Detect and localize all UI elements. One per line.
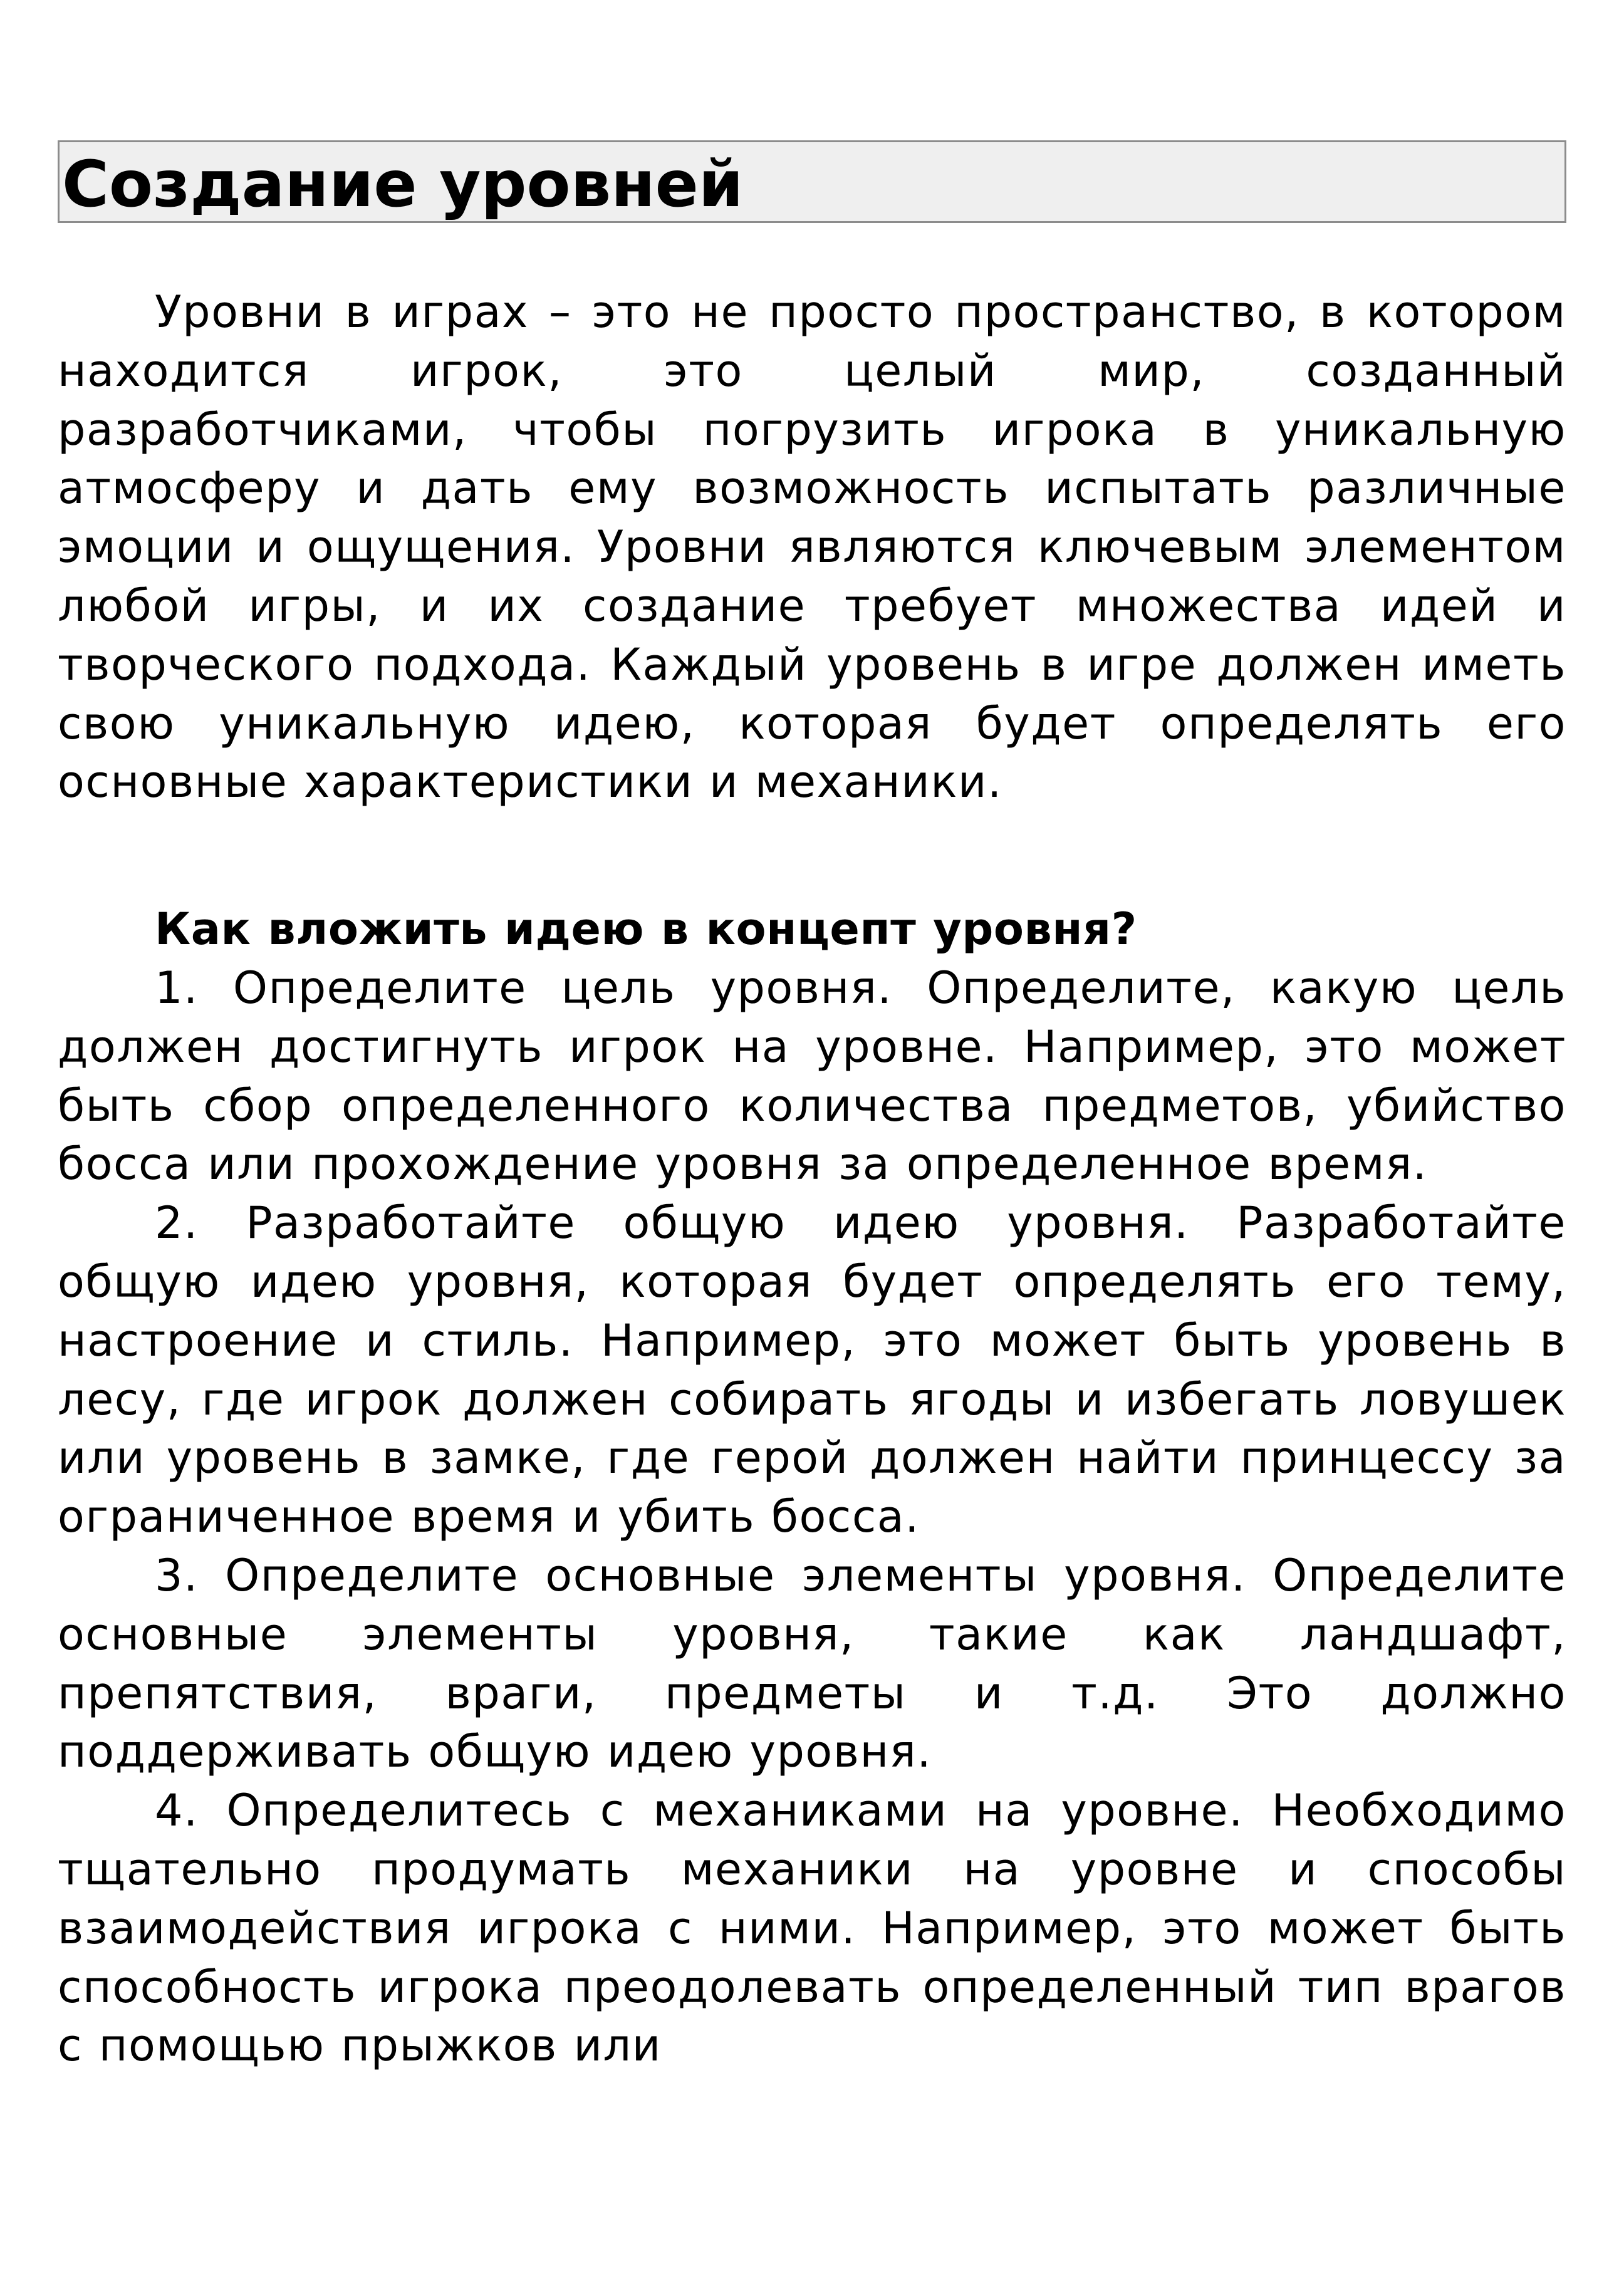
document-body	[58, 283, 1566, 2075]
section-heading: Как вложить идею в концепт уровня?	[155, 903, 1137, 955]
intro-paragraph: Уровни в играх – это не просто пространство, в котором находится игрок, это целый мир, созданный разработчиками, чтобы погрузить игрока в уникальную атмосферу и дать ему возможность испытать различные эмоции и ощущения. Уровни являются ключевым элементом любой игры, и их создание требует множества идей и творческого подхода. Каждый уровень в игре должен иметь свою уникальную идею, которая будет определять его основные характеристики и механики.	[58, 286, 1566, 808]
list-item: 2. Разработайте общую идею уровня. Разработайте общую идею уровня, которая будет определять его тему, настроение и стиль. Например, это может быть уровень в лесу, где игрок должен собирать ягоды и избегать ловушек или уровень в замке, где герой должен найти принцессу за ограниченное время и убить босса.	[58, 1197, 1566, 1543]
list-item: 1. Определите цель уровня. Определите, какую цель должен достигнуть игрок на уровне. Например, это может быть сбор определенного количества предметов, убийство босса или прохождение уровня за определенное время.	[58, 962, 1566, 1190]
list-item: 3. Определите основные элементы уровня. Определите основные элементы уровня, такие как ландшафт, препятствия, враги, предметы и т.д. Это должно поддерживать общую идею уровня.	[58, 1549, 1566, 1778]
page-title: Создание уровней	[62, 147, 744, 222]
paragraph-gap	[58, 812, 1566, 900]
list-item: 4. Определитесь с механиками на уровне. Необходимо тщательно продумать механики на уровне и способы взаимодействия игрока с ними. Например, это может быть способность игрока преодолевать определенный тип врагов с помощью прыжков или	[58, 1785, 1566, 2072]
title-box	[58, 140, 1566, 223]
